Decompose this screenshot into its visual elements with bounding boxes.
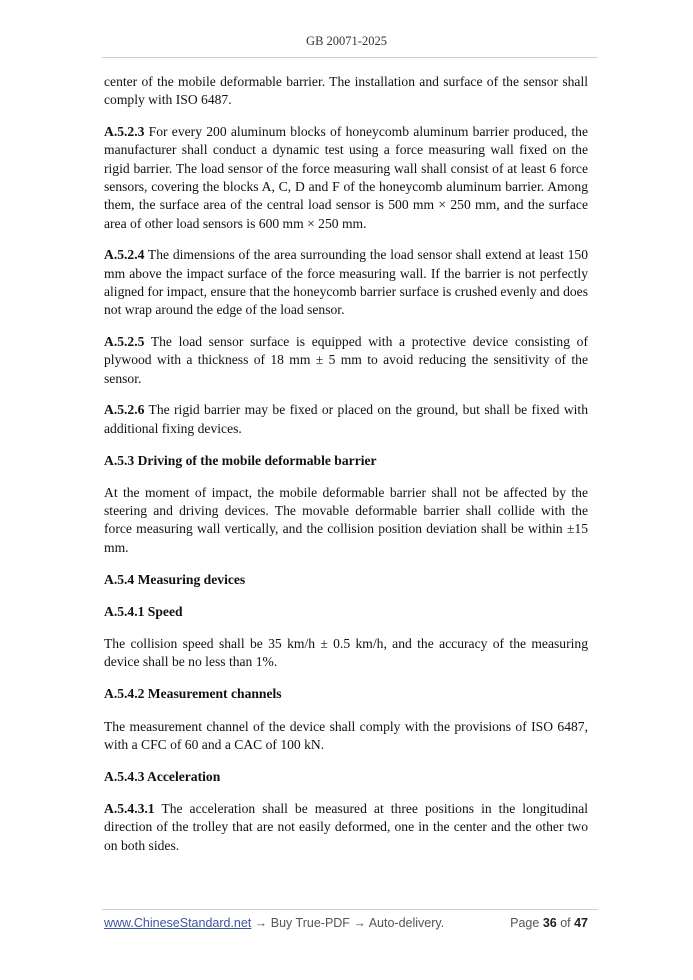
clause-number: A.5.2.5 bbox=[104, 334, 145, 350]
footer-divider bbox=[102, 909, 598, 910]
paragraph-a526 bbox=[104, 401, 588, 438]
heading-a542: A.5.4.2 Measurement channels bbox=[104, 686, 282, 702]
of-word: of bbox=[556, 916, 575, 930]
heading-a543: A.5.4.3 Acceleration bbox=[104, 768, 221, 784]
clause-text: The acceleration shall be measured at three positions in the longitudinal direction of the trolley that are not easily deformed, one in the center and the other two on both sides. bbox=[104, 800, 588, 853]
page-body bbox=[104, 73, 588, 868]
page-header: GB 20071-2025 bbox=[306, 34, 387, 48]
heading-a53: A.5.3 Driving of the mobile deformable barrier bbox=[104, 452, 377, 468]
clause-number: A.5.4.3.1 bbox=[104, 800, 155, 816]
current-page: 36 bbox=[542, 916, 557, 930]
header-divider bbox=[102, 57, 598, 58]
total-pages: 47 bbox=[574, 916, 588, 930]
clause-text: The rigid barrier may be fixed or placed on the ground, but shall be fixed with additional fixing devices. bbox=[104, 402, 588, 436]
paragraph-continuation: center of the mobile deformable barrier. The installation and surface of the sensor shall comply with ISO 6487. bbox=[104, 74, 588, 108]
paragraph-a5431 bbox=[104, 800, 588, 855]
footer-promo-text: → Buy True-PDF → Auto-delivery. bbox=[251, 916, 445, 930]
site-link[interactable]: www.ChineseStandard.net bbox=[104, 916, 252, 930]
paragraph-a53: At the moment of impact, the mobile deformable barrier shall not be affected by the steering and driving devices. The movable deformable barrier shall collide with the force measuring wall vertically, and the collision position deviation shall be within ±15 mm. bbox=[104, 484, 588, 555]
footer-promo bbox=[104, 916, 444, 930]
clause-text: The dimensions of the area surrounding the load sensor shall extend at least 150 mm above the impact surface of the force measuring wall. If the barrier is not perfectly aligned for impact, ensure that the honeycomb barrier surface is crushed evenly and does not wrap around the edge of the load sensor. bbox=[104, 247, 588, 318]
paragraph-a523 bbox=[104, 123, 588, 233]
clause-text: The load sensor surface is equipped with a protective device consisting of plywood with a thickness of 18 mm ± 5 mm to avoid reducing the sensitivity of the sensor. bbox=[104, 334, 588, 386]
heading-a541: A.5.4.1 Speed bbox=[104, 603, 183, 619]
page-counter bbox=[510, 916, 588, 930]
paragraph-a541: The collision speed shall be 35 km/h ± 0.5 km/h, and the accuracy of the measuring device shall be no less than 1%. bbox=[104, 636, 588, 670]
clause-number: A.5.2.3 bbox=[104, 124, 145, 140]
paragraph-a542: The measurement channel of the device shall comply with the provisions of ISO 6487, with a CFC of 60 and a CAC of 100 kN. bbox=[104, 718, 588, 752]
clause-text: For every 200 aluminum blocks of honeycomb aluminum barrier produced, the manufacturer shall conduct a dynamic test using a force measuring wall fixed on the rigid barrier. The load sensor of the force measuring wall shall consist of at least 6 force sensors, covering the blocks A, C, D and F of the honeycomb aluminum barrier. Among them, the surface area of the central load sensor is 500 mm × 250 mm, and the surface area of other load sensors is 600 mm × 250 mm. bbox=[104, 124, 588, 231]
page-word: Page bbox=[510, 916, 543, 930]
paragraph-a525 bbox=[104, 333, 588, 388]
clause-number: A.5.2.6 bbox=[104, 402, 145, 418]
clause-number: A.5.2.4 bbox=[104, 247, 145, 263]
paragraph-a524 bbox=[104, 246, 588, 319]
heading-a54: A.5.4 Measuring devices bbox=[104, 571, 246, 587]
